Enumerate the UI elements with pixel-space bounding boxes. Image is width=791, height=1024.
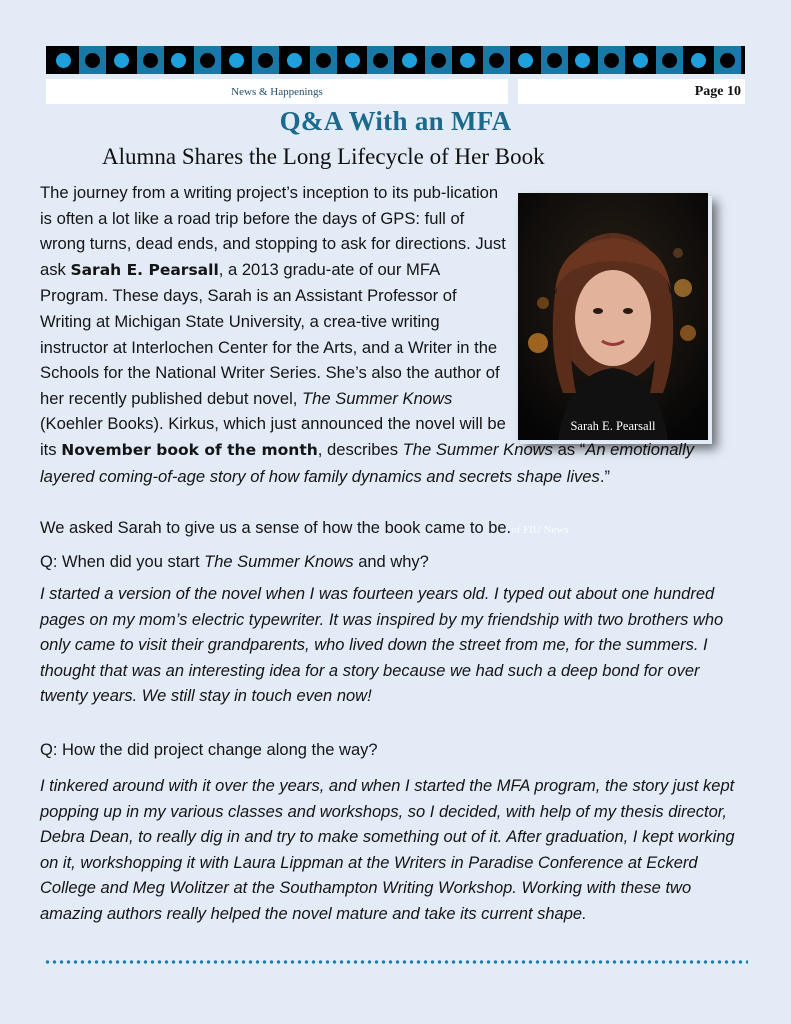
intro-text-6: .”: [599, 466, 610, 486]
banner-dot: [518, 53, 533, 68]
article-subtitle: Alumna Shares the Long Lifecycle of Her Book: [102, 144, 545, 169]
intro-text-1: The journey from a writing project’s inception to its pub-lication is often a lot like a road trip before the days of GPS: full of wrong turns, dead ends, and stopping to ask for directions. Just ask: [40, 183, 506, 279]
banner-dot: [720, 53, 735, 68]
banner-dot: [316, 53, 331, 68]
banner-cell: [598, 46, 625, 74]
banner-cell: [165, 46, 192, 74]
banner-cell: [137, 46, 164, 74]
banner-cell: [541, 46, 568, 74]
ask-text: We asked Sarah to give us a sense of how the book came to be.: [40, 519, 512, 537]
q1-suffix: and why?: [353, 553, 429, 571]
intro-text-4: , describes: [317, 439, 403, 459]
dotted-divider: [44, 960, 748, 964]
banner-dot: [489, 53, 504, 68]
banner-cell: [281, 46, 308, 74]
banner-dot: [402, 53, 417, 68]
banner-cell: [310, 46, 337, 74]
kirkus-highlight: November book of the month: [61, 440, 318, 459]
banner-cell: [50, 46, 77, 74]
banner-dot: [691, 53, 706, 68]
intro-text-5: as “: [552, 439, 586, 459]
banner-cell: [367, 46, 394, 74]
banner-cell: [656, 46, 683, 74]
kirkus-quote: An emotionally layered coming-of-age story of how family dynamics and secrets shape lives: [40, 439, 695, 486]
photo-caption: Sarah E. Pearsall: [570, 419, 656, 433]
decorative-banner: [46, 46, 745, 74]
banner-dot: [56, 53, 71, 68]
book-title: The Summer Knows: [301, 388, 453, 408]
banner-cell: [252, 46, 279, 74]
ask-paragraph: [40, 516, 750, 544]
banner-dot: [373, 53, 388, 68]
question-2: Q: How the did project change along the way?: [40, 741, 378, 759]
banner-cell: [512, 46, 539, 74]
intro-text-2: , a 2013 gradu-ate of our MFA Program. These days, Sarah is an Assistant Professor of Writing at Michigan State University, a crea-tive writing instructor at Interlochen Center for the Arts, and a Writer in the Schools for the National Writer Series. She’s also the author of her recently published debut novel,: [40, 259, 500, 408]
answer-2: I tinkered around with it over the years, and when I started the MFA program, the story just kept popping up in my various classes and workshops, so I decided, with help of my thesis director, Debra Dean, to really dig in and try to make something out of it. After graduation, I kept working on it, workshopping it with Laura Lippman at the Writers in Paradise Conference at Eckerd College and Meg Wolitzer at the Southampton Writing Workshop. Working with these two amazing authors really helped the novel mature and take its current shape.: [40, 777, 735, 923]
ghost-watermark-text: of FIU News: [511, 524, 569, 536]
banner-cell: [223, 46, 250, 74]
answer-1: I started a version of the novel when I was fourteen years old. I typed out about one hundred pages on my mom’s electric typewriter. It was inspired by my friendship with two brothers who only came to visit their grandparents, who lived down the street from me, for the summers. I thought that was an interesting idea for a story because we had such a deep bond for over twenty years. We still stay in touch even now!: [40, 585, 724, 705]
banner-cell: [425, 46, 452, 74]
book-title-2: The Summer Knows: [402, 439, 553, 459]
banner-dot: [258, 53, 273, 68]
banner-dot: [633, 53, 648, 68]
banner-cell: [685, 46, 712, 74]
banner-cell: [194, 46, 221, 74]
banner-dot: [575, 53, 590, 68]
article-title: Q&A With an MFA: [279, 106, 512, 136]
banner-cell: [714, 46, 741, 74]
page-number: Page 10: [518, 79, 745, 104]
banner-dot: [114, 53, 129, 68]
banner-dot: [345, 53, 360, 68]
banner-dot: [229, 53, 244, 68]
banner-dot: [287, 53, 302, 68]
banner-cell: [339, 46, 366, 74]
banner-cell: [627, 46, 654, 74]
banner-dot: [200, 53, 215, 68]
banner-dot: [662, 53, 677, 68]
portrait-image: [518, 193, 708, 440]
banner-cell: [79, 46, 106, 74]
banner-dot: [171, 53, 186, 68]
author-name: Sarah E. Pearsall: [70, 260, 219, 279]
banner-cell: [483, 46, 510, 74]
q1-book: The Summer Knows: [204, 553, 354, 571]
banner-dot: [431, 53, 446, 68]
banner-cell: [569, 46, 596, 74]
q1-prefix: Q: When did you start: [40, 553, 205, 571]
banner-cell: [396, 46, 423, 74]
section-header: News & Happenings: [46, 79, 508, 104]
banner-dot: [143, 53, 158, 68]
question-1: [40, 550, 750, 576]
banner-dot: [547, 53, 562, 68]
author-photo: [518, 193, 708, 440]
banner-cell: [108, 46, 135, 74]
banner-cell: [454, 46, 481, 74]
banner-dot: [604, 53, 619, 68]
banner-dot: [460, 53, 475, 68]
banner-dot: [85, 53, 100, 68]
intro-text-3: (Koehler Books). Kirkus, which just announced the novel will be its: [40, 414, 506, 459]
